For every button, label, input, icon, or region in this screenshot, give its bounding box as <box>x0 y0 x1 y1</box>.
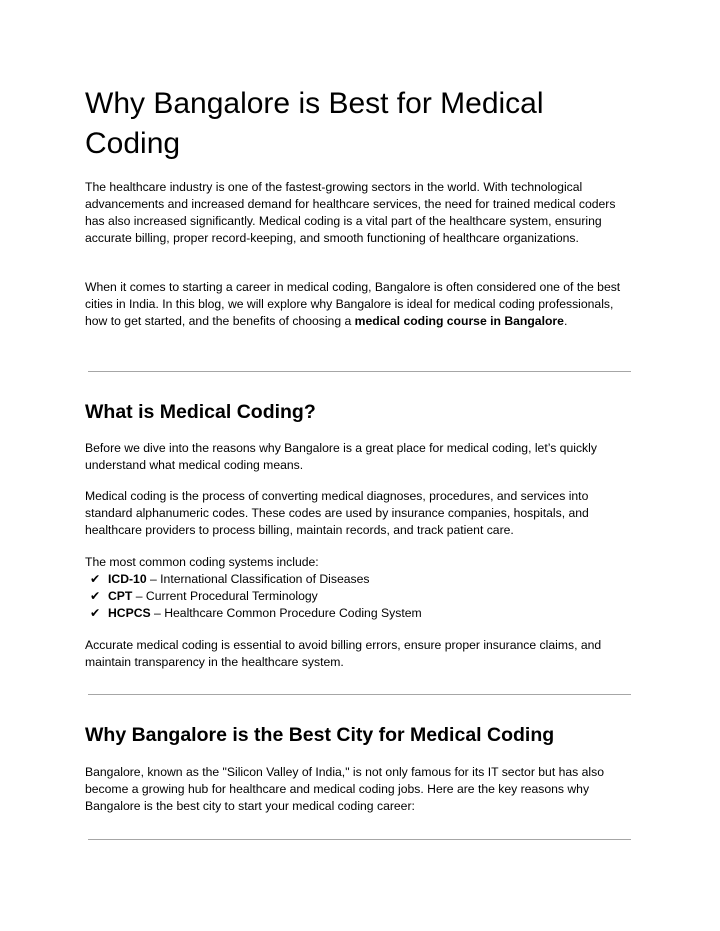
list-item-code: HCPCS <box>108 606 151 620</box>
check-icon: ✔ <box>90 606 101 620</box>
section-divider <box>88 694 631 695</box>
check-icon: ✔ <box>90 589 101 603</box>
list-item-desc: – International Classification of Diseases <box>146 572 370 586</box>
section1-paragraph-1: Before we dive into the reasons why Bangalore is a great place for medical coding, let’s quickly understand what medical coding means. <box>85 441 597 472</box>
list-item-code: ICD-10 <box>108 572 147 586</box>
list-intro: The most common coding systems include: <box>85 555 319 569</box>
section-heading-what-is-medical-coding: What is Medical Coding? <box>85 401 316 423</box>
section1-paragraph-3: Accurate medical coding is essential to avoid billing errors, ensure proper insurance claims, and maintain transparency in the healthcare system. <box>85 638 602 669</box>
list-item-code: CPT <box>108 589 133 603</box>
section-heading-why-bangalore: Why Bangalore is the Best City for Medical Coding <box>85 724 555 746</box>
intro-paragraph-1: The healthcare industry is one of the fastest-growing sectors in the world. With technological advancements and increased demand for healthcare services, the need for trained medical coders has also increased significantly. Medical coding is a vital part of the healthcare system, ensuring accurate billing, proper record-keeping, and smooth functioning of healthcare organizations. <box>85 180 616 245</box>
list-item <box>85 572 369 586</box>
section-divider <box>88 839 631 840</box>
coding-systems-list <box>85 554 635 622</box>
intro-paragraph-2-end: . <box>563 314 568 328</box>
list-item <box>85 606 422 620</box>
list-item <box>85 589 318 603</box>
list-item-desc: – Current Procedural Terminology <box>132 589 318 603</box>
intro-paragraph-2 <box>85 279 635 330</box>
course-link-text: medical coding course in Bangalore <box>354 314 564 328</box>
section-divider <box>88 371 631 372</box>
section1-paragraph-2: Medical coding is the process of converting medical diagnoses, procedures, and services into standard alphanumeric codes. These codes are used by insurance companies, hospitals, and healthcare providers to process billing, maintain records, and track patient care. <box>85 489 589 537</box>
check-icon: ✔ <box>90 572 101 586</box>
page-title: Why Bangalore is Best for Medical Coding <box>85 87 544 160</box>
list-item-desc: – Healthcare Common Procedure Coding System <box>150 606 422 620</box>
intro-paragraph-2-text: When it comes to starting a career in medical coding, Bangalore is often considered one of the best cities in India. In this blog, we will explore why Bangalore is ideal for medical coding professionals, how to get started, and the benefits of choosing a <box>85 280 621 328</box>
section2-paragraph-1: Bangalore, known as the "Silicon Valley of India," is not only famous for its IT sector but has also become a growing hub for healthcare and medical coding jobs. Here are the key reasons why Bangalore is the best city to start your medical coding career: <box>85 765 604 813</box>
